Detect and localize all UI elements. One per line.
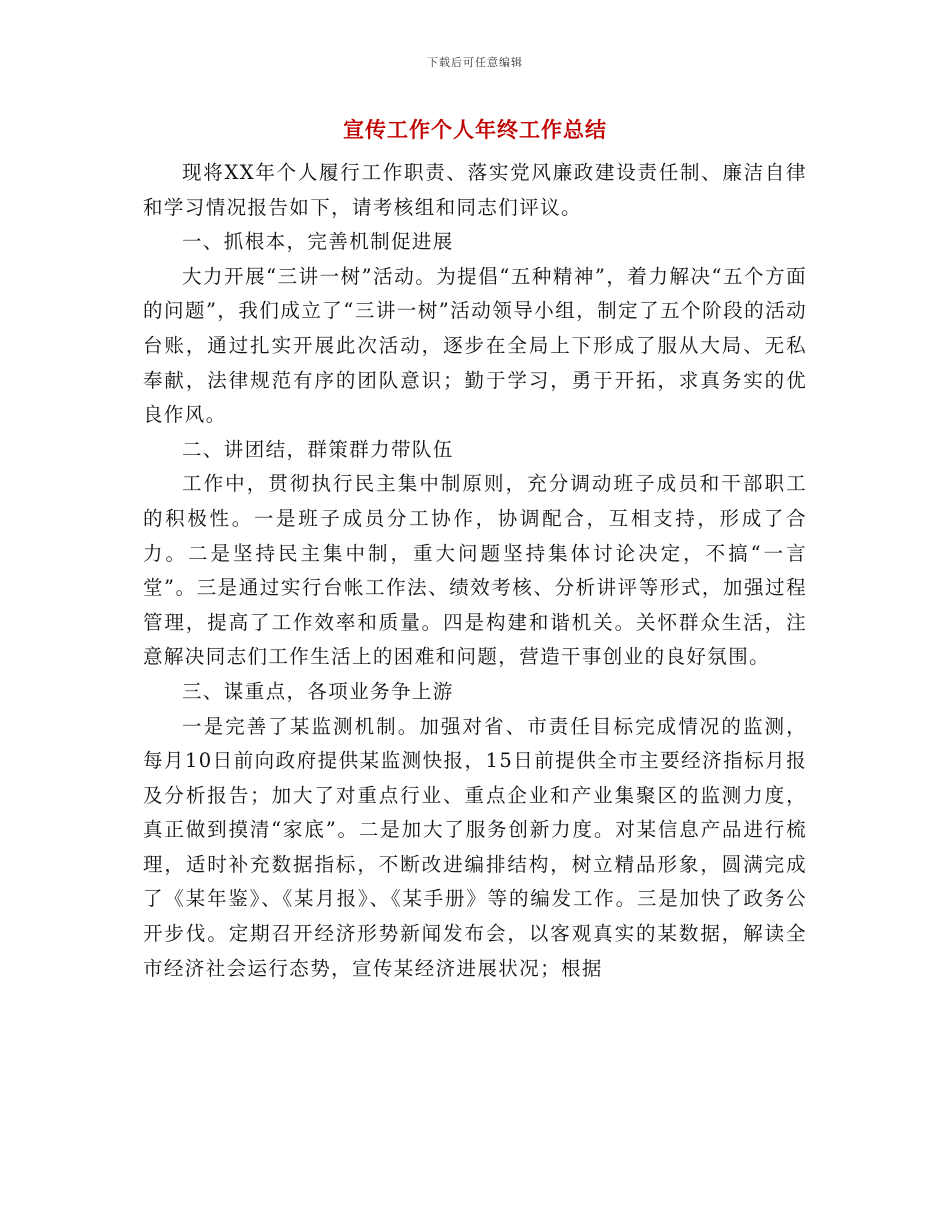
paragraph-section-2: 工作中，贯彻执行民主集中制原则，充分调动班子成员和干部职工的积极性。一是班子成员分工协作，协调配合，互相支持，形成了合力。二是坚持民主集中制，重大问题坚持集体讨论决定，不搞“一言堂”。三是通过实行台帐工作法、绩效考核、分析讲评等形式，加强过程管理，提高了工作效率和质量。四是构建和谐机关。关怀群众生活，注意解决同志们工作生活上的困难和问题，营造干事创业的良好氛围。 [143,472,807,669]
paragraph-section-3: 一是完善了某监测机制。加强对省、市责任目标完成情况的监测，每月10日前向政府提供某监测快报，15日前提供全市主要经济指标月报及分析报告；加大了对重点行业、重点企业和产业集聚区的监测力度，真正做到摸清“家底”。二是加大了服务创新力度。对某信息产品进行梳理，适时补充数据指标，不断改进编排结构，树立精品形象，圆满完成了《某年鉴》、《某月报》、《某手册》等的编发工作。三是加快了政务公开步伐。定期召开经济形势新闻发布会，以客观真实的某数据，解读全市经济社会运行态势，宣传某经济进展状况；根据 [143,714,807,980]
document-title: 宣传工作个人年终工作总结 [343,117,607,142]
section-heading-2: 二、讲团结，群策群力带队伍 [182,437,454,461]
document-body [143,156,807,986]
paragraph-section-1: 大力开展“三讲一树”活动。为提倡“五种精神”，着力解决“五个方面的问题”，我们成立了“三讲一树”活动领导小组，制定了五个阶段的活动台账，通过扎实开展此次活动，逐步在全局上下形成了服从大局、无私奉献，法律规范有序的团队意识；勤于学习，勇于开拓，求真务实的优良作风。 [143,264,807,427]
section-heading-3: 三、谋重点，各项业务争上游 [182,679,454,703]
section-heading-1: 一、抓根本，完善机制促进展 [182,230,454,254]
paragraph-intro: 现将XX年个人履行工作职责、落实党风廉政建设责任制、廉洁自律和学习情况报告如下，请考核组和同志们评议。 [143,161,807,219]
header-note: 下载后可任意编辑 [427,56,523,69]
